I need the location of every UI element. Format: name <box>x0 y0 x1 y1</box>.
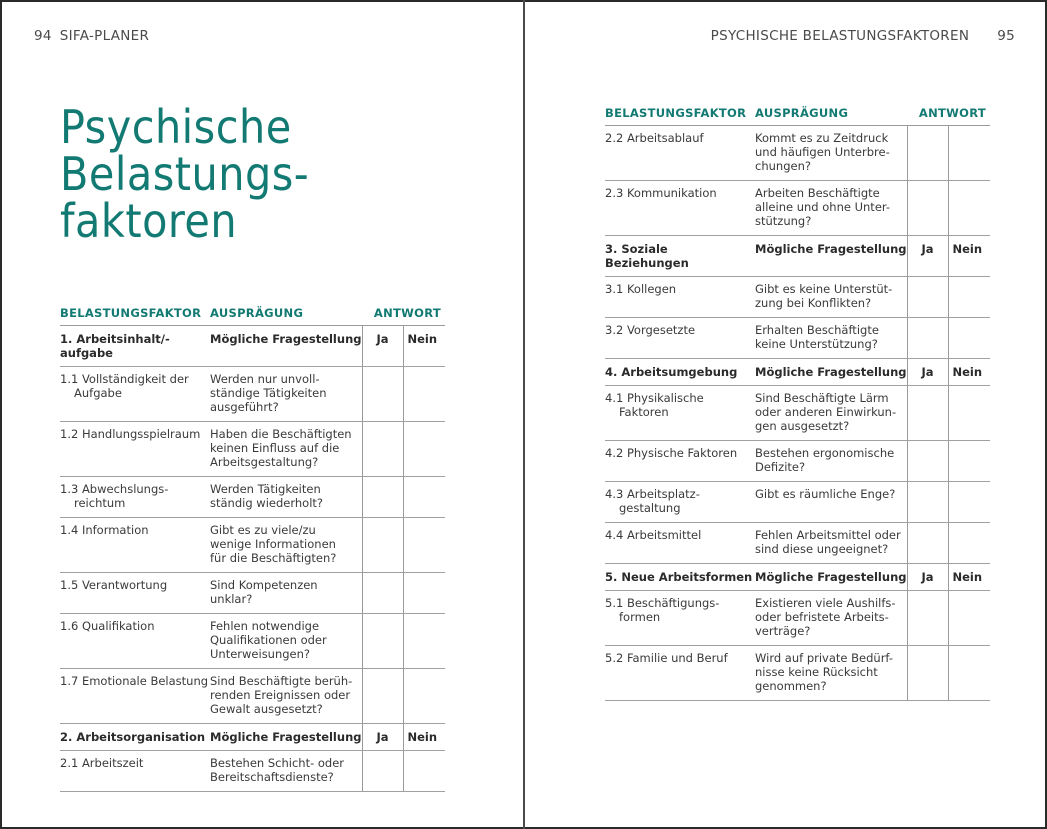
question-cell <box>210 422 362 477</box>
answer-ja-checkbox-cell[interactable] <box>362 367 403 422</box>
chapter-title-line: Psychische <box>60 100 292 154</box>
table-row <box>60 751 445 792</box>
running-head-right-text: PSYCHISCHE BELASTUNGSFAKTOREN <box>710 28 970 44</box>
factor-label: 3.1 Kollegen <box>605 282 677 296</box>
table-row <box>60 518 445 573</box>
question-text: Sind Beschäftigte Lärm oder anderen Einwirkun- gen ausgesetzt? <box>755 391 897 433</box>
checklist-table-right <box>605 106 990 701</box>
chapter-title <box>60 100 310 248</box>
question-text: Bestehen ergonomische Defizite? <box>755 446 895 474</box>
question-cell <box>210 669 362 724</box>
factor-label: 1.6 Qualifikation <box>60 619 155 633</box>
factor-label: 2.2 Arbeitsablauf <box>605 131 704 145</box>
page-number-right: 95 <box>997 28 1015 44</box>
running-head-left-text: SIFA-PLANER <box>59 28 150 44</box>
question-cell <box>210 367 362 422</box>
header-belastungsfaktor: BELASTUNGSFAKTOR <box>605 106 755 126</box>
header-auspraegung: AUSPRÄGUNG <box>755 106 907 126</box>
question-text: Haben die Beschäftigten keinen Einfluss auf die Arbeitsgestaltung? <box>210 427 352 469</box>
factor-cell <box>605 523 755 564</box>
chapter-title-line: faktoren <box>60 194 238 248</box>
answer-nein-checkbox-cell[interactable] <box>948 441 990 482</box>
answer-nein-checkbox-cell[interactable] <box>948 482 990 523</box>
section-question-label: Mögliche Fragestellung <box>755 236 907 277</box>
ja-label: Ja <box>362 724 403 751</box>
factor-label: 4.4 Arbeitsmittel <box>605 528 702 542</box>
factor-label: 1.7 Emotionale Belastung <box>60 674 209 688</box>
answer-ja-checkbox-cell[interactable] <box>907 181 948 236</box>
nein-label: Nein <box>948 236 990 277</box>
ja-label: Ja <box>362 326 403 367</box>
header-antwort: ANTWORT <box>907 106 990 126</box>
factor-label: 1.1 Vollständigkeit der Aufgabe <box>60 372 189 400</box>
factor-cell <box>605 591 755 646</box>
factor-label: 4.3 Arbeitsplatz- gestaltung <box>605 487 700 515</box>
table-header-row <box>605 106 990 126</box>
factor-cell <box>605 646 755 701</box>
factor-label: 2.3 Kommunikation <box>605 186 717 200</box>
answer-ja-checkbox-cell[interactable] <box>362 751 403 792</box>
factor-cell <box>605 482 755 523</box>
ja-label: Ja <box>907 359 948 386</box>
section-title: 2. Arbeitsorganisation <box>60 724 210 751</box>
answer-nein-checkbox-cell[interactable] <box>948 386 990 441</box>
table-row <box>60 614 445 669</box>
question-cell <box>755 318 907 359</box>
question-cell <box>210 477 362 518</box>
section-question-label: Mögliche Fragestellung <box>210 326 362 367</box>
table-row <box>605 126 990 181</box>
factor-cell <box>60 367 210 422</box>
factor-label: 3.2 Vorgesetzte <box>605 323 696 337</box>
answer-nein-checkbox-cell[interactable] <box>403 422 445 477</box>
factor-label: 4.1 Physikalische Faktoren <box>605 391 704 419</box>
question-cell <box>755 482 907 523</box>
factor-cell <box>605 386 755 441</box>
question-text: Fehlen Arbeitsmittel oder sind diese ungeeignet? <box>755 528 901 556</box>
table-row <box>605 482 990 523</box>
table-row <box>605 646 990 701</box>
table-body <box>60 326 445 792</box>
chapter-title-line: Belastungs- <box>60 147 310 201</box>
answer-nein-checkbox-cell[interactable] <box>948 277 990 318</box>
section-question-label: Mögliche Fragestellung <box>755 564 907 591</box>
factor-label: 1.4 Information <box>60 523 149 537</box>
question-cell <box>755 591 907 646</box>
answer-ja-checkbox-cell[interactable] <box>907 126 948 181</box>
running-head-left <box>34 28 149 44</box>
question-cell <box>210 751 362 792</box>
answer-ja-checkbox-cell[interactable] <box>362 669 403 724</box>
answer-nein-checkbox-cell[interactable] <box>403 518 445 573</box>
answer-nein-checkbox-cell[interactable] <box>403 573 445 614</box>
question-cell <box>210 518 362 573</box>
question-text: Werden nur unvoll- ständige Tätigkeiten ausgeführt? <box>210 372 327 414</box>
factor-label: 1.2 Handlungsspielraum <box>60 427 201 441</box>
factor-cell <box>60 518 210 573</box>
table-row <box>605 181 990 236</box>
question-text: Gibt es räumliche Enge? <box>755 487 896 501</box>
question-text: Sind Beschäftigte berüh- renden Ereignissen oder Gewalt ausgesetzt? <box>210 674 353 716</box>
section-title: 4. Arbeitsumgebung <box>605 359 755 386</box>
page-number-left: 94 <box>34 28 52 44</box>
question-cell <box>755 523 907 564</box>
answer-nein-checkbox-cell[interactable] <box>403 669 445 724</box>
table-row <box>605 523 990 564</box>
answer-ja-checkbox-cell[interactable] <box>362 518 403 573</box>
factor-cell <box>605 181 755 236</box>
ja-label: Ja <box>907 236 948 277</box>
table-row <box>60 367 445 422</box>
table-header-row <box>60 306 445 326</box>
factor-label: 5.1 Beschäftigungs- formen <box>605 596 720 624</box>
section-header-row <box>605 236 990 277</box>
question-text: Gibt es keine Unterstüt- zung bei Konflikten? <box>755 282 893 310</box>
answer-ja-checkbox-cell[interactable] <box>362 614 403 669</box>
factor-cell <box>60 573 210 614</box>
section-title: 3. Soziale Beziehungen <box>605 236 755 277</box>
answer-nein-checkbox-cell[interactable] <box>403 614 445 669</box>
question-text: Erhalten Beschäftigte keine Unterstützung? <box>755 323 879 351</box>
answer-nein-checkbox-cell[interactable] <box>948 318 990 359</box>
table-row <box>60 422 445 477</box>
factor-cell <box>605 126 755 181</box>
question-cell <box>755 646 907 701</box>
answer-ja-checkbox-cell[interactable] <box>907 277 948 318</box>
table-body <box>605 126 990 701</box>
factor-label: 2.1 Arbeitszeit <box>60 756 144 770</box>
table-row <box>60 573 445 614</box>
answer-ja-checkbox-cell[interactable] <box>362 422 403 477</box>
answer-nein-checkbox-cell[interactable] <box>948 591 990 646</box>
answer-ja-checkbox-cell[interactable] <box>907 482 948 523</box>
ja-label: Ja <box>907 564 948 591</box>
table-row <box>60 669 445 724</box>
question-text: Bestehen Schicht- oder Bereitschaftsdienste? <box>210 756 345 784</box>
answer-ja-checkbox-cell[interactable] <box>907 386 948 441</box>
section-header-row <box>605 564 990 591</box>
nein-label: Nein <box>403 724 445 751</box>
nein-label: Nein <box>948 359 990 386</box>
question-cell <box>210 614 362 669</box>
table-row <box>605 277 990 318</box>
nein-label: Nein <box>403 326 445 367</box>
factor-label: 1.5 Verantwortung <box>60 578 168 592</box>
question-text: Sind Kompetenzen unklar? <box>210 578 318 606</box>
answer-nein-checkbox-cell[interactable] <box>948 126 990 181</box>
factor-cell <box>60 751 210 792</box>
answer-nein-checkbox-cell[interactable] <box>948 181 990 236</box>
header-antwort: ANTWORT <box>362 306 445 326</box>
question-text: Existieren viele Aushilfs- oder befristete Arbeits- verträge? <box>755 596 896 638</box>
question-cell <box>755 181 907 236</box>
running-head-right <box>711 28 1015 44</box>
question-text: Kommt es zu Zeitdruck und häufigen Unterbre- chungen? <box>755 131 890 173</box>
answer-nein-checkbox-cell[interactable] <box>948 646 990 701</box>
question-text: Fehlen notwendige Qualifikationen oder Unterweisungen? <box>210 619 327 661</box>
table-row <box>605 591 990 646</box>
question-cell <box>755 126 907 181</box>
section-title: 5. Neue Arbeitsformen <box>605 564 755 591</box>
section-title: 1. Arbeitsinhalt/-aufgabe <box>60 326 210 367</box>
answer-nein-checkbox-cell[interactable] <box>403 751 445 792</box>
section-header-row <box>605 359 990 386</box>
spread-gutter <box>523 0 525 829</box>
table-row <box>605 441 990 482</box>
answer-ja-checkbox-cell[interactable] <box>362 477 403 518</box>
table-row <box>605 318 990 359</box>
factor-label: 5.2 Familie und Beruf <box>605 651 728 665</box>
answer-ja-checkbox-cell[interactable] <box>907 591 948 646</box>
factor-label: 1.3 Abwechslungs- reichtum <box>60 482 169 510</box>
answer-nein-checkbox-cell[interactable] <box>403 367 445 422</box>
answer-ja-checkbox-cell[interactable] <box>362 573 403 614</box>
question-cell <box>210 573 362 614</box>
header-auspraegung: AUSPRÄGUNG <box>210 306 362 326</box>
factor-cell <box>605 277 755 318</box>
question-cell <box>755 441 907 482</box>
header-belastungsfaktor: BELASTUNGSFAKTOR <box>60 306 210 326</box>
section-header-row <box>60 724 445 751</box>
section-question-label: Mögliche Fragestellung <box>210 724 362 751</box>
answer-ja-checkbox-cell[interactable] <box>907 318 948 359</box>
question-text: Arbeiten Beschäftigte alleine und ohne Unter- stützung? <box>755 186 891 228</box>
section-question-label: Mögliche Fragestellung <box>755 359 907 386</box>
section-header-row <box>60 326 445 367</box>
factor-cell <box>60 669 210 724</box>
answer-ja-checkbox-cell[interactable] <box>907 646 948 701</box>
factor-cell <box>60 477 210 518</box>
factor-cell <box>60 614 210 669</box>
question-cell <box>755 277 907 318</box>
answer-nein-checkbox-cell[interactable] <box>403 477 445 518</box>
answer-ja-checkbox-cell[interactable] <box>907 523 948 564</box>
answer-ja-checkbox-cell[interactable] <box>907 441 948 482</box>
factor-label: 4.2 Physische Faktoren <box>605 446 738 460</box>
question-text: Wird auf private Bedürf- nisse keine Rücksicht genommen? <box>755 651 893 693</box>
factor-cell <box>605 318 755 359</box>
factor-cell <box>605 441 755 482</box>
question-text: Gibt es zu viele/zu wenige Informationen für die Beschäftigten? <box>210 523 337 565</box>
table-row <box>605 386 990 441</box>
table-row <box>60 477 445 518</box>
question-cell <box>755 386 907 441</box>
nein-label: Nein <box>948 564 990 591</box>
checklist-table-left <box>60 306 445 792</box>
question-text: Werden Tätigkeiten ständig wiederholt? <box>210 482 323 510</box>
answer-nein-checkbox-cell[interactable] <box>948 523 990 564</box>
factor-cell <box>60 422 210 477</box>
